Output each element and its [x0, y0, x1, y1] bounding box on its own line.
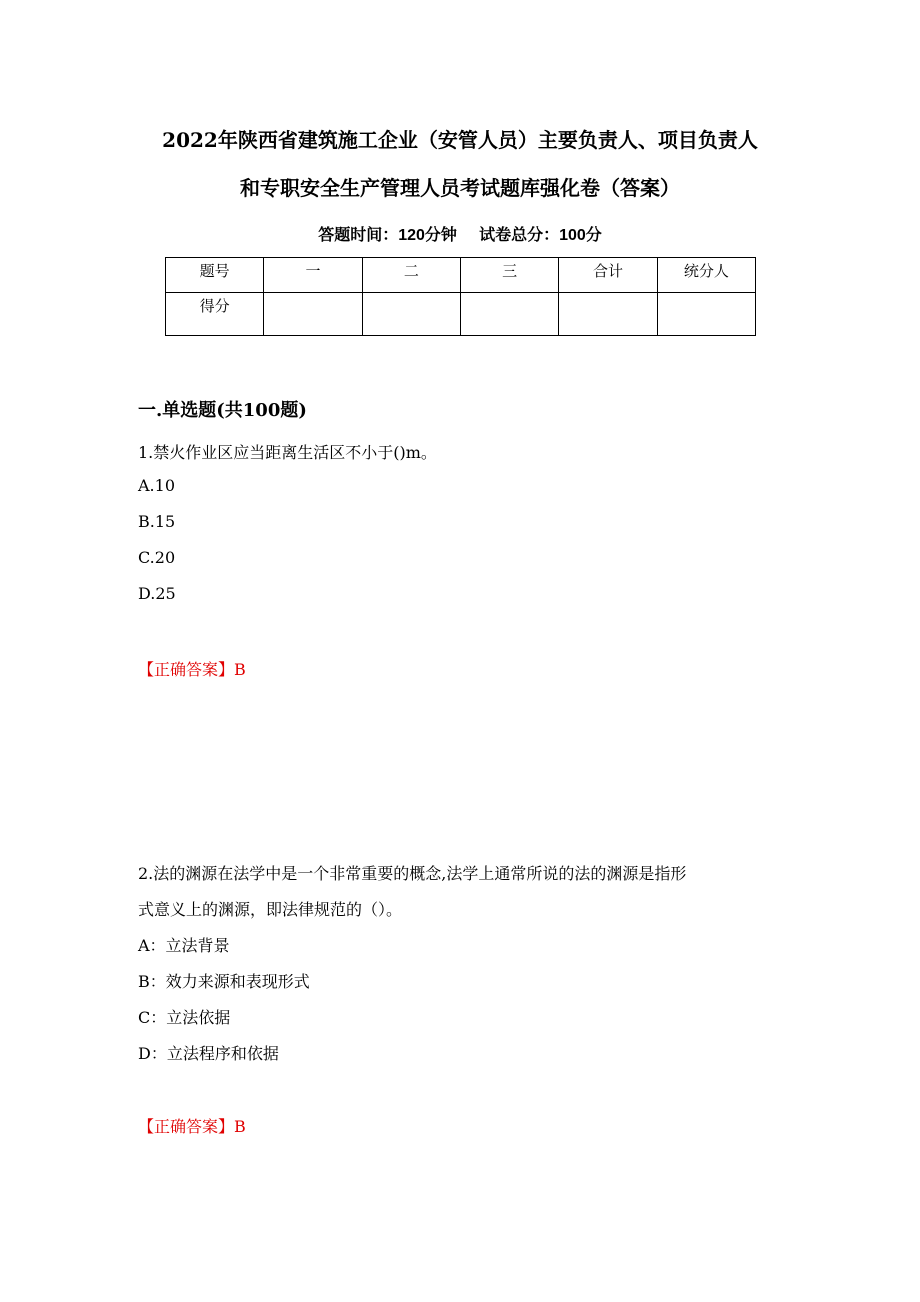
question-1-option-b: B.15: [138, 512, 176, 531]
table-header-cell: 题号: [166, 258, 264, 293]
score-cell: [559, 293, 657, 336]
score-cell: [460, 293, 558, 336]
question-2-option-a: A：立法背景: [138, 936, 230, 955]
score-cell: [264, 293, 362, 336]
question-2-option-c: C：立法依据: [138, 1008, 231, 1027]
question-1-option-d: D.25: [138, 584, 176, 603]
table-header-cell: 二: [362, 258, 460, 293]
score-cell: [362, 293, 460, 336]
question-2-answer: 【正确答案】B: [138, 1117, 246, 1136]
section-heading: 一.单选题(共100题): [138, 400, 307, 421]
question-2-option-d: D：立法程序和依据: [138, 1044, 279, 1063]
table-header-cell: 合计: [559, 258, 657, 293]
score-table: [165, 257, 756, 336]
title-line-1: 2022年陕西省建筑施工企业（安管人员）主要负责人、项目负责人: [162, 128, 758, 152]
title-line-2: 和专职安全生产管理人员考试题库强化卷（答案）: [240, 176, 680, 200]
question-1-answer: 【正确答案】B: [138, 660, 246, 679]
question-1-option-a: A.10: [138, 476, 175, 495]
question-2-stem-line-2: 式意义上的渊源，即法律规范的（）。: [138, 900, 403, 919]
table-header-cell: 三: [460, 258, 558, 293]
question-2-option-b: B：效力来源和表现形式: [138, 972, 310, 991]
question-2-stem-line-1: 2.法的渊源在法学中是一个非常重要的概念,法学上通常所说的法的渊源是指形: [138, 864, 687, 883]
table-header-cell: 统分人: [657, 258, 755, 293]
question-1-option-c: C.20: [138, 548, 176, 567]
table-row-label: 得分: [166, 293, 264, 336]
score-table-header-row: [166, 258, 756, 293]
table-header-cell: 一: [264, 258, 362, 293]
score-cell: [657, 293, 755, 336]
question-1-stem: 1.禁火作业区应当距离生活区不小于()m。: [138, 443, 437, 462]
score-table-score-row: [166, 293, 756, 336]
exam-info: 答题时间：120分钟 试卷总分：100分: [318, 227, 602, 244]
